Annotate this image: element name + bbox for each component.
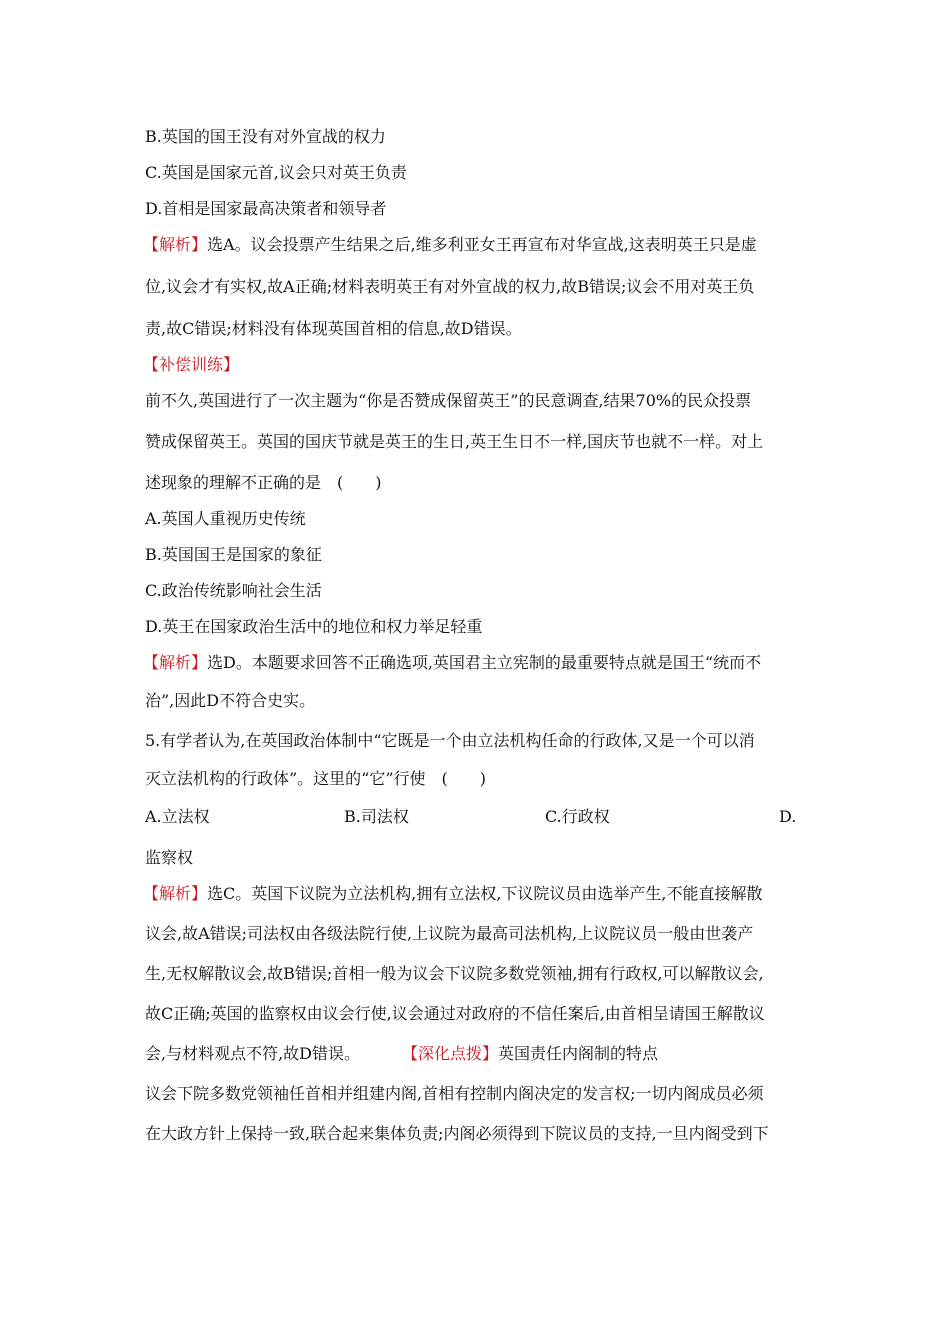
q4-analysis-line: 【解析】选A。议会投票产生结果之后,维多利亚女王再宣布对华宣战,这表明英王只是虚 <box>143 235 757 254</box>
supplement-question-line: 述现象的理解不正确的是 ( ) <box>145 473 382 492</box>
deepen-line: 在大政方针上保持一致,联合起来集体负责;内阁必须得到下院议员的支持,一旦内阁受到下 <box>145 1124 769 1143</box>
supplement-analysis-line: 治”,因此D不符合史实。 <box>145 691 316 710</box>
q5-option-a: A.立法权 <box>145 807 210 826</box>
supplement-option-a: A.英国人重视历史传统 <box>145 509 306 528</box>
q5-analysis-line: 【解析】选C。英国下议院为立法机构,拥有立法权,下议院议员由选举产生,不能直接解散 <box>143 884 763 903</box>
analysis-tag: 【解析】 <box>143 884 208 903</box>
deepen-line: 议会下院多数党领袖任首相并组建内阁,首相有控制内阁决定的发言权;一切内阁成员必须 <box>145 1084 764 1103</box>
q4-option-d: D.首相是国家最高决策者和领导者 <box>145 199 387 218</box>
analysis-tag: 【解析】 <box>143 653 208 672</box>
deepen-tag: 【深化点拨】 <box>402 1044 499 1063</box>
supplement-question-line: 赞成保留英王。英国的国庆节就是英王的生日,英王生日不一样,国庆节也就不一样。对上 <box>145 432 764 451</box>
q5-analysis-line: 生,无权解散议会,故B错误;首相一般为议会下议院多数党领袖,拥有行政权,可以解散议会, <box>145 964 764 983</box>
supplement-option-b: B.英国国王是国家的象征 <box>145 545 322 564</box>
supplement-analysis-line: 【解析】选D。本题要求回答不正确选项,英国君主立宪制的最重要特点就是国王“统而不 <box>143 653 762 672</box>
q4-analysis-line: 位,议会才有实权,故A正确;材料表明英王有对外宣战的权力,故B错误;议会不用对英王负 <box>145 277 755 296</box>
q5-option-c: C.行政权 <box>545 807 610 826</box>
q5-option-d-text: 监察权 <box>145 848 194 867</box>
q5-option-b: B.司法权 <box>344 807 409 826</box>
deepen-title: 英国责任内阁制的特点 <box>498 1044 659 1063</box>
q4-option-c: C.英国是国家元首,议会只对英王负责 <box>145 163 407 182</box>
q5-option-d: D. <box>779 807 797 826</box>
q4-option-b: B.英国的国王没有对外宣战的权力 <box>145 127 386 146</box>
supplement-option-c: C.政治传统影响社会生活 <box>145 581 322 600</box>
supplement-option-d: D.英王在国家政治生活中的地位和权力举足轻重 <box>145 617 483 636</box>
q5-question-line: 灭立法机构的行政体”。这里的“它”行使 ( ) <box>145 769 487 788</box>
q5-analysis-line: 议会,故A错误;司法权由各级法院行使,上议院为最高司法机构,上议院议员一般由世袭产 <box>145 924 754 943</box>
q5-analysis-line: 故C正确;英国的监察权由议会行使,议会通过对政府的不信任案后,由首相呈请国王解散议 <box>145 1004 765 1023</box>
analysis-tag: 【解析】 <box>143 235 208 254</box>
q5-analysis-line: 会,与材料观点不符,故D错误。 【深化点拨】英国责任内阁制的特点 <box>145 1044 659 1063</box>
q4-analysis-line: 责,故C错误;材料没有体现英国首相的信息,故D错误。 <box>145 319 522 338</box>
supplement-question-line: 前不久,英国进行了一次主题为“你是否赞成保留英王”的民意调查,结果70%的民众投票 <box>145 391 752 410</box>
supplement-tag: 【补偿训练】 <box>143 355 240 374</box>
q5-question-line: 5.有学者认为,在英国政治体制中“它既是一个由立法机构任命的行政体,又是一个可以消 <box>145 731 755 750</box>
